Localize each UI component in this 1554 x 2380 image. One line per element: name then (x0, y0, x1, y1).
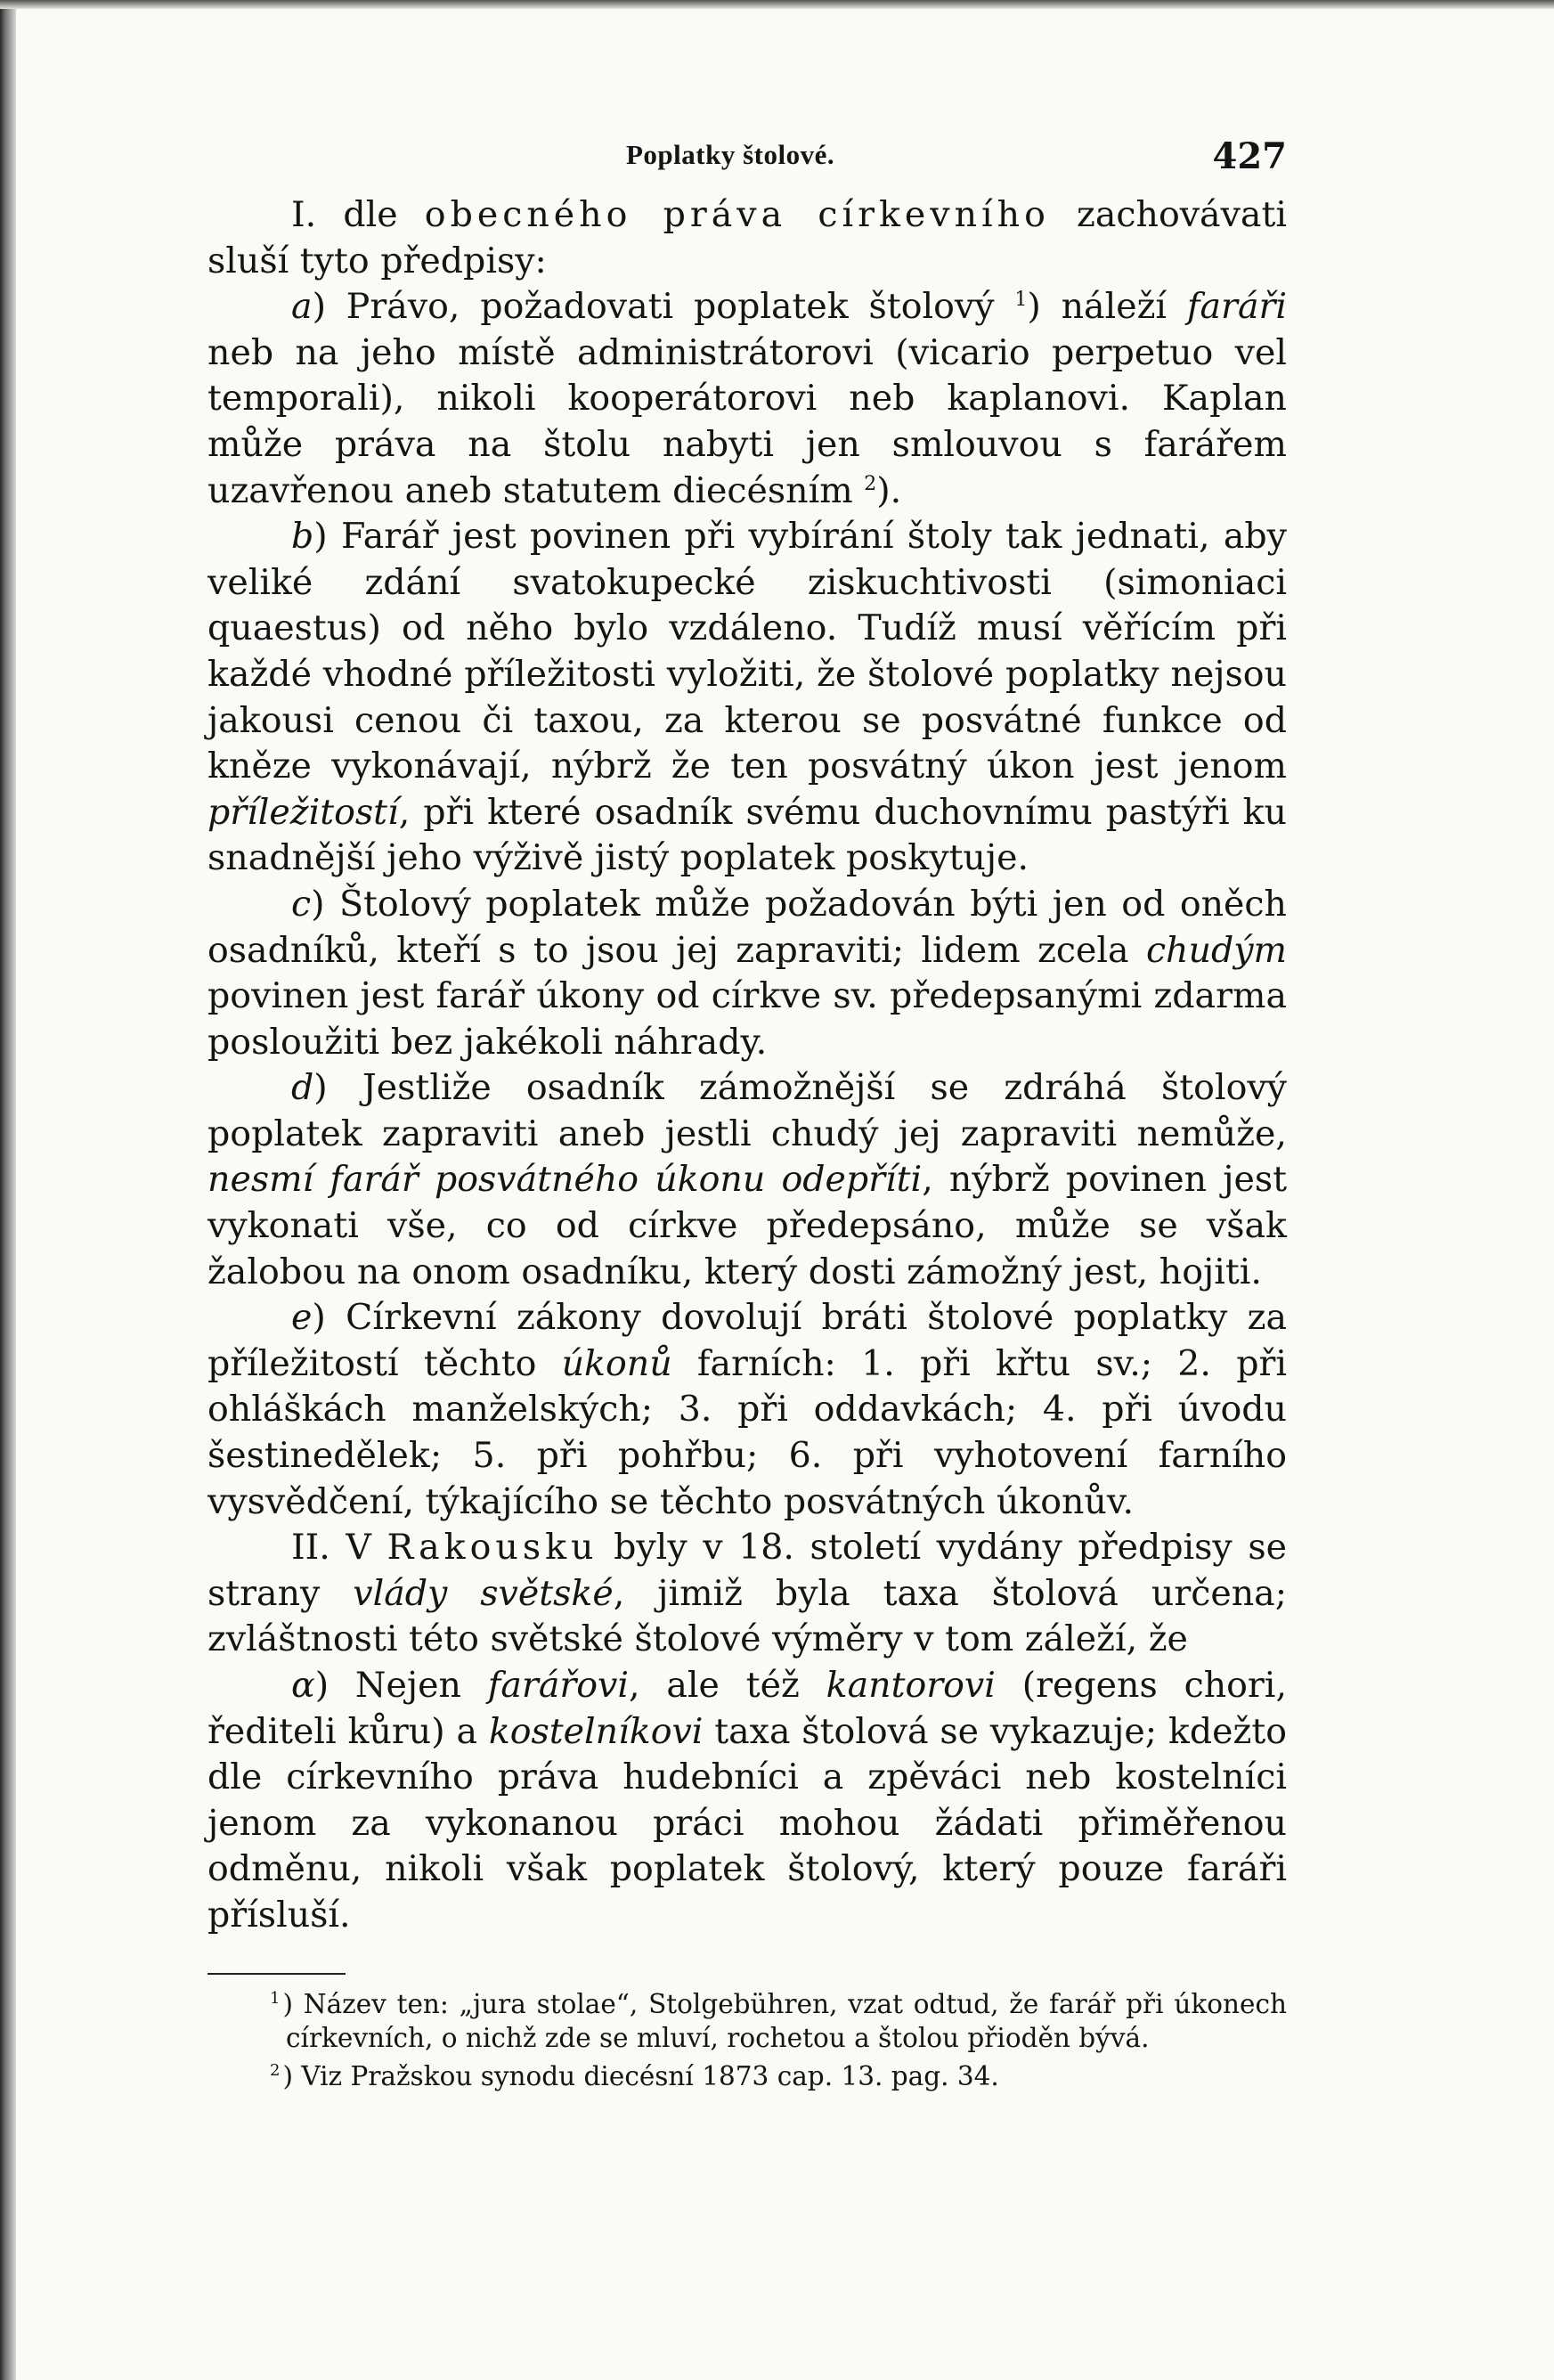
paragraph (207, 1525, 1287, 1663)
running-head (207, 134, 1287, 187)
italic-text: e (291, 1297, 313, 1339)
paragraph (207, 284, 1287, 514)
italic-text: nesmí farář posvátného úkonu odepříti (207, 1159, 923, 1201)
paragraph (207, 1663, 1287, 1939)
italic-text: chudým (1145, 929, 1287, 971)
running-head-title: Poplatky štolové. (626, 139, 835, 170)
text-run: byly v 18. století vydány předpisy se strany (207, 1527, 1287, 1614)
text-run: ). (876, 469, 902, 511)
footnotes (207, 1987, 1287, 2093)
text-run: II. V (291, 1527, 387, 1569)
italic-text: kantorovi (826, 1665, 996, 1706)
italic-text: c (291, 883, 312, 925)
text-run: , nýbrž povinen jest vykonati vše, co od církve předepsáno, může se však žalobou na onom osadníku, který dosti zámožný jest, hojiti. (207, 1159, 1288, 1292)
text-run: , jimiž byla taxa štolová určena; zvláštnosti této světské štolové výměry v tom záleží, že (207, 1572, 1288, 1660)
text-run: ) Štolový poplatek může požadován býti jen od oněch osadníků, kteří s to jsou jej zapraviti; lidem zcela (207, 883, 1287, 971)
footnote-rule (207, 1973, 346, 1975)
footnote-text: ) Název ten: „jura stolae“, Stolgebühren, vzat odtud, že farář při úkonech církevních, o nichž zde se mluví, rochetou a štolou přioděn bývá. (282, 1988, 1287, 2053)
text-run: ) Právo, požadovati poplatek štolový (312, 286, 1015, 328)
text-run: (regens chori, řediteli kůru) a (207, 1665, 1287, 1752)
italic-text: kostelníkovi (488, 1710, 704, 1752)
italic-text: d (291, 1067, 314, 1109)
book-page (207, 134, 1287, 2098)
text-run: , při které osadník svému duchovnímu pastýři ku snadnější jeho výživě jistý poplatek poskytuje. (207, 791, 1287, 879)
paragraph (207, 514, 1287, 882)
footnote-text: ) Viz Pražskou synodu diecésní 1873 cap. 13. pag. 34. (282, 2060, 999, 2091)
scan-edge-top (0, 0, 1554, 9)
italic-text: α (291, 1665, 315, 1706)
text-run: ) Jestliže osadník zámožnější se zdráhá štolový poplatek zapraviti aneb jestli chudý jej zapraviti nemůže, (207, 1067, 1287, 1154)
footnote-ref: 1 (1014, 289, 1028, 312)
italic-text: farářovi (487, 1665, 629, 1706)
text-run: ) Farář jest povinen při vybírání štoly tak jednati, aby veliké zdání svatokupecké ziskuchtivosti (simoniaci quaestus) od něho bylo vzdáleno. Tudíž musí věřícím při každé vhodné příležitosti vyložiti, že štolové poplatky nejsou jakousi cenou či taxou, za kterou se posvátné funkce od kněze vykonávají, nýbrž že ten posvátný úkon jest jenom (207, 516, 1287, 787)
paragraph (207, 1065, 1287, 1295)
text-run: povinen jest farář úkony od církve sv. předepsanými zdarma posloužiti bez jakékoli náhrady. (207, 975, 1287, 1063)
paragraph (207, 192, 1287, 284)
text-run: farních: 1. při křtu sv.; 2. při ohláškách manželských; 3. při oddavkách; 4. při úvodu šestinedělek; 5. při pohřbu; 6. při vyhotovení farního vysvědčení, týkajícího se těchto posvátných úkonův. (207, 1342, 1288, 1522)
italic-text: příležitostí (207, 791, 399, 833)
page-number: 427 (1212, 135, 1287, 177)
italic-text: faráři (1186, 286, 1288, 328)
text-run: zachovávati sluší tyto předpisy: (207, 194, 1287, 281)
body-text (207, 192, 1287, 1939)
text-run: ) Nejen (314, 1665, 488, 1706)
scan-edge-left (0, 0, 16, 2380)
text-run: ) náleží (1027, 286, 1187, 328)
italic-text: úkonů (561, 1342, 672, 1384)
text-run: neb na jeho místě administrátorovi (vicario perpetuo vel temporali), nikoli kooperátorovi neb kaplanovi. Kaplan může práva na štolu nabyti jen smlouvou s farářem uzavřenou aneb statutem diecésním (207, 331, 1287, 511)
paragraph (207, 1295, 1287, 1525)
footnote (207, 1987, 1287, 2055)
text-run: ) Církevní zákony dovolují bráti štolové poplatky za příležitostí těchto (207, 1297, 1287, 1384)
footnote-ref: 2 (864, 472, 877, 495)
spaced-text: Rakousku (386, 1527, 598, 1569)
italic-text: vlády světské (353, 1572, 614, 1614)
footnote-mark: 1 (270, 1988, 281, 2008)
italic-text: a (291, 286, 313, 328)
text-run: I. dle (291, 194, 425, 235)
text-run: taxa štolová se vykazuje; kdežto dle církevního práva hudebníci a zpěváci neb kostelníci jenom za vykonanou práci mohou žádati přiměřenou odměnu, nikoli však poplatek štolový, který pouze faráři přísluší. (207, 1710, 1287, 1936)
footnote (207, 2059, 1287, 2093)
footnote-mark: 2 (270, 2060, 281, 2080)
italic-text: b (291, 516, 314, 558)
spaced-text: obecného práva církevního (424, 194, 1050, 235)
paragraph (207, 882, 1287, 1065)
text-run: , ale též (628, 1665, 826, 1706)
